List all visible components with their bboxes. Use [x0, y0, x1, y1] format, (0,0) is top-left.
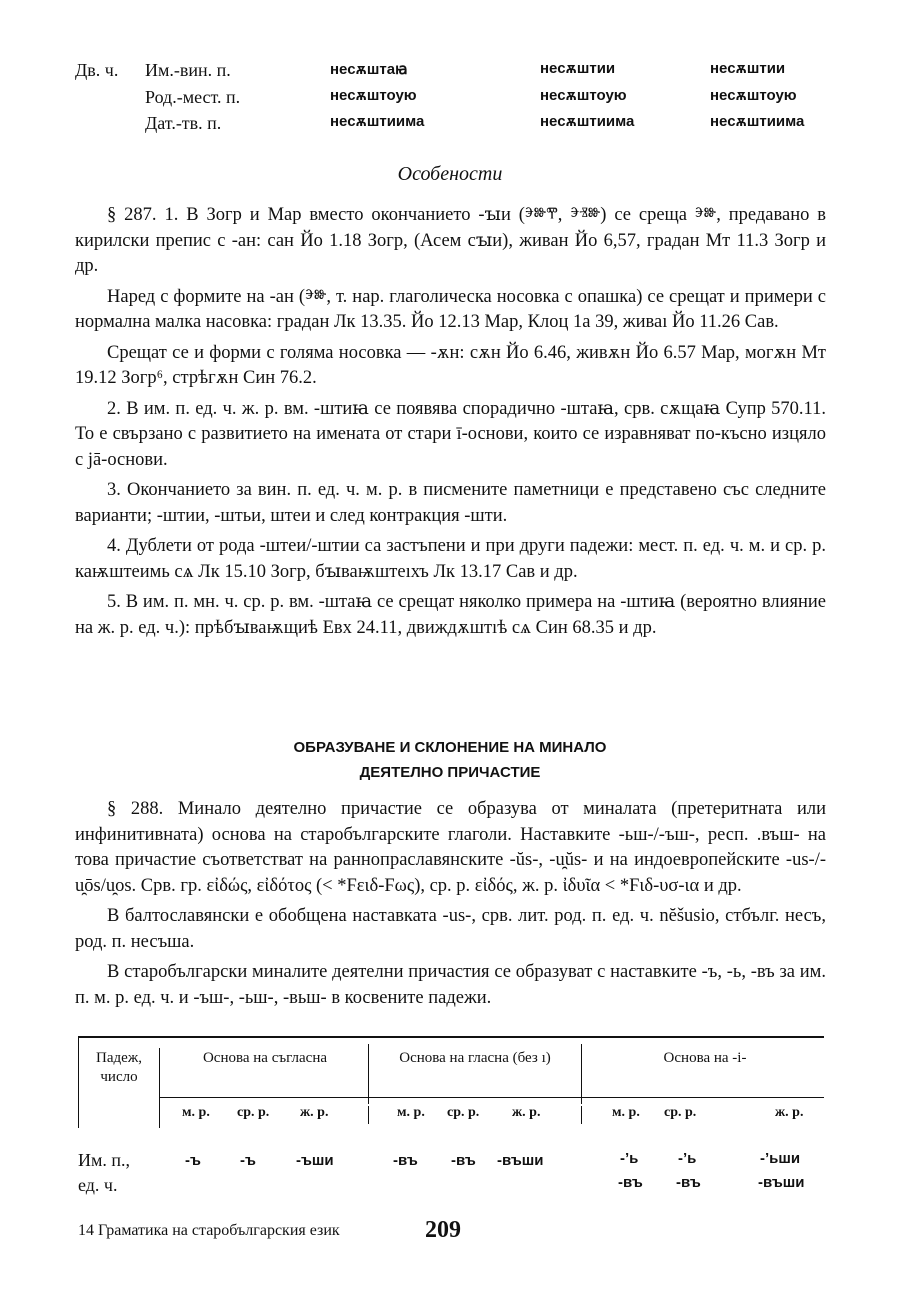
form: несѫштиима	[540, 113, 635, 130]
ending: -въ	[451, 1152, 476, 1169]
table-divider	[368, 1106, 369, 1124]
form: несѫштии	[710, 60, 786, 77]
gender-label: м. р.	[397, 1105, 425, 1120]
ending: -въ	[393, 1152, 418, 1169]
table-top-rule	[78, 1036, 824, 1038]
number-label: Дв. ч.	[75, 60, 119, 80]
table-divider	[159, 1048, 160, 1128]
paragraph: 4. Дублети от рода -штеи/-штии са застъпени и при други падежи: мест. п. ед. ч. м. и ср. р. каѭштеимь сѧ Лк 15.10 Зогр, бꙑваѭштеıхъ Лк 13.17 Сав и др.	[75, 536, 826, 582]
table-divider	[581, 1044, 582, 1104]
ending: -въ	[676, 1174, 701, 1191]
table-divider	[78, 1036, 79, 1128]
form: несѫштии	[540, 60, 616, 77]
section-287	[75, 203, 826, 646]
gender-label: ср. р.	[664, 1105, 697, 1120]
case-label: Им.-вин. п.	[145, 60, 231, 80]
case-label: Дат.-тв. п.	[145, 113, 222, 133]
ending: -ъ	[185, 1152, 201, 1169]
paragraph: § 288. Минало деятелно причастие се образува от миналата (претеритната или инфинитивната) основа на старобългарските глаголи. Наставките -ьш-/-ъш-, респ. .въш- на това причастие съответстват на раннопраславянските -ŭs-, -u̯ŭs- и на индоевропейските -us-/-u̯ōs/u̯os. Срв. гр. εἰδώς, εἰδότος (< *Ϝειδ-Ϝως), ср. р. εἰδός, ж. р. ἰδυῖα < *Ϝιδ-υσ-ια и др.	[75, 799, 826, 896]
ending: -въ	[618, 1174, 643, 1191]
heading-line: ДЕЯТЕЛНО ПРИЧАСТИЕ	[359, 764, 541, 781]
ending: -въши	[758, 1174, 805, 1191]
ending: -’ьши	[760, 1150, 801, 1167]
form: несѫштоую	[330, 87, 417, 104]
gender-label: ж. р.	[775, 1105, 804, 1120]
gender-label: м. р.	[612, 1105, 640, 1120]
paragraph: В балтославянски е обобщена наставката -us-, срв. лит. род. п. ед. ч. nĕšusio, стбълг. несъ, род. п. несъша.	[75, 906, 826, 952]
form: несѫштиима	[710, 113, 805, 130]
gender-label: ж. р.	[300, 1105, 329, 1120]
heading-line: ОБРАЗУВАНЕ И СКЛОНЕНИЕ НА МИНАЛО	[293, 739, 607, 756]
gender-label: м. р.	[182, 1105, 210, 1120]
ending: -въши	[497, 1152, 544, 1169]
group-header-vowel: Основа на гласна (без ı)	[399, 1050, 551, 1066]
section-288	[75, 797, 826, 1016]
group-header-i-stem: Основа на -i-	[663, 1050, 747, 1066]
paragraph: 2. В им. п. ед. ч. ж. р. вм. -штиꙗ се появява спорадично -штаꙗ, срв. сѫщаꙗ Супр 570.11. То е свързано с развитието на имената от стари ī-основи, които се изравняват по-късно изцяло с jā-основи.	[75, 398, 826, 470]
ending: -ъши	[296, 1152, 334, 1169]
ending: -’ь	[620, 1150, 639, 1167]
ending: -ъ	[240, 1152, 256, 1169]
case-number-header: Падеж, число	[96, 1050, 142, 1085]
paragraph: 5. В им. п. мн. ч. ср. р. вм. -штаꙗ се срещат няколко примера на -штиꙗ (вероятно влияние на ж. р. ед. ч.): прѣбꙑваѭщиѣ Евх 24.11, движдѫштıѣ сѧ Син 68.35 и др.	[75, 592, 826, 638]
row-label: ед. ч.	[78, 1175, 118, 1195]
paragraph: Срещат се и форми с голяма носовка — -ѫн: сѫн Йо 6.46, живѫн Йо 6.57 Мар, могѫн Мт 19.12 Зогр⁶, стрѣгѫн Син 76.2.	[75, 342, 826, 388]
gender-label: ср. р.	[447, 1105, 480, 1120]
case-label: Род.-мест. п.	[145, 87, 241, 107]
subsection-title: Особености	[397, 163, 503, 185]
table-divider	[368, 1044, 369, 1104]
form: несѫштиима	[330, 113, 425, 130]
section-heading	[0, 735, 900, 785]
paragraph: Наред с формите на -ан (ⰵⱆ, т. нар. глаголическа носовка с опашка) се срещат и примери с нормална малка насовка: градан Лк 13.35. Йо 12.13 Мар, Клоц 1а 39, живаı Йо 11.26 Сав.	[75, 286, 826, 332]
signature-mark: 14 Граматика на старобългарския език	[78, 1222, 340, 1239]
paragraph: 3. Окончанието за вин. п. ед. ч. м. р. в писмените паметници е представено със следните варианти; -штии, -штьи, штеи и след контракция -шти.	[75, 480, 826, 526]
form: несѫштаꙗ	[330, 61, 408, 78]
row-label: Им. п.,	[78, 1150, 131, 1170]
gender-label: ср. р.	[237, 1105, 270, 1120]
ending: -’ь	[678, 1150, 697, 1167]
page-number: 209	[425, 1217, 461, 1243]
group-header-consonant: Основа на съгласна	[202, 1050, 328, 1066]
paragraph: § 287. 1. В Зогр и Мар вместо окончанието -ꙑи (ⰵⱆⰹ, ⰵⱐⱆ) се среща ⰵⱆ, предавано в кирилски препис с -ан: сан Йо 1.18 Зогр, (Асем сꙑи), живан Йо 6,57, градан Мт 11.3 Зогр и др.	[75, 205, 826, 276]
paragraph: В старобългарски миналите деятелни причастия се образуват с наставките -ъ, -ь, -въ за им. п. м. р. ед. ч. и -ъш-, -ьш-, -вьш- в косвените падежи.	[75, 962, 826, 1008]
gender-label: ж. р.	[512, 1105, 541, 1120]
table-divider	[581, 1106, 582, 1124]
form: несѫштоую	[540, 87, 627, 104]
form: несѫштоую	[710, 87, 797, 104]
table-subheader-rule	[159, 1097, 824, 1098]
